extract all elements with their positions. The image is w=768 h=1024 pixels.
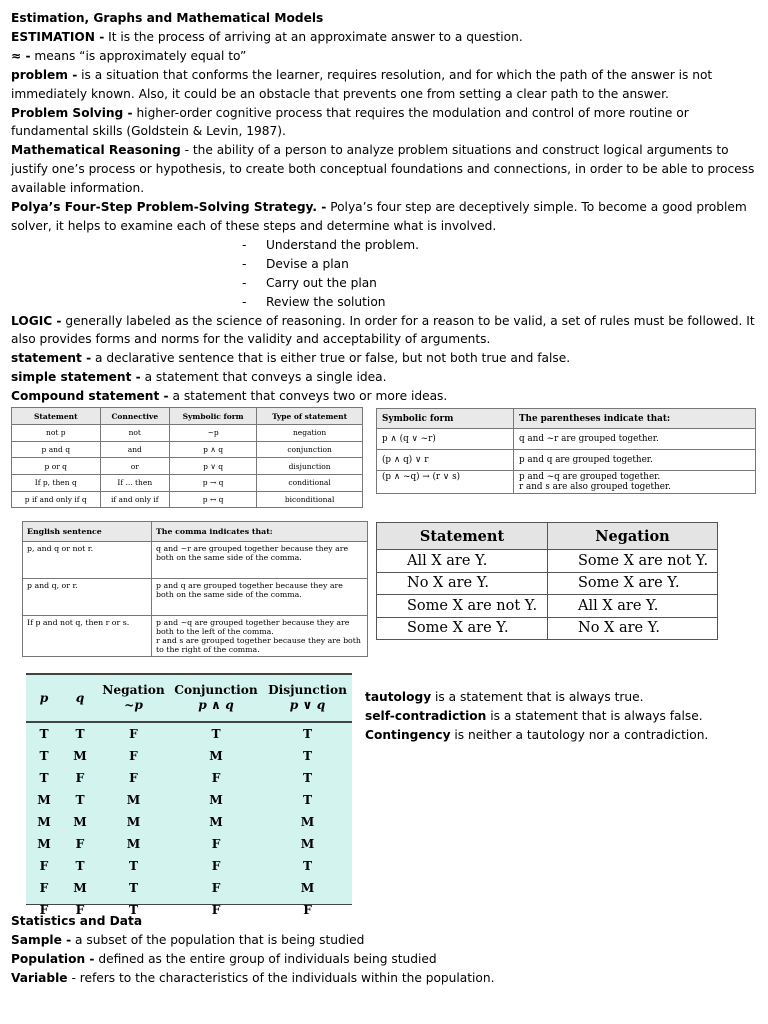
variable-def: Variable - refers to the characteristics of the individuals within the population.	[11, 970, 495, 985]
table-cell: q and ~r are grouped together.	[514, 429, 756, 450]
truth-value-cell: T	[39, 771, 49, 785]
truth-value-cell: F	[211, 837, 221, 851]
truth-table	[26, 673, 352, 917]
table-cell: p and q are grouped together.	[514, 450, 756, 471]
estimation-def: ESTIMATION - It is the process of arriving at an approximate answer to a question.	[11, 29, 523, 44]
math-reasoning-def: Mathematical Reasoning - the ability of a person to analyze problem situations and construct logical arguments to justify one’s process or hypothesis, to create both conceptual foundations and connections, in order to be able to process available information.	[11, 143, 755, 196]
table-cell: q and ~r are grouped together because they are both on the same side of the comma.	[152, 542, 368, 579]
table-cell: All X are Y.	[377, 550, 548, 573]
truth-value-cell: F	[211, 771, 221, 785]
polya-step: - Devise a plan	[11, 255, 761, 274]
table-row	[26, 877, 352, 899]
column-header: p	[26, 675, 62, 722]
table-cell: p → q	[170, 475, 257, 492]
table-cell: or	[100, 458, 170, 475]
table-row	[23, 579, 368, 616]
table-row	[377, 471, 756, 494]
truth-value-cell: F	[39, 859, 49, 873]
truth-value-cell: F	[129, 749, 138, 763]
table-header-row	[377, 409, 756, 429]
table-row	[26, 745, 352, 767]
table-row	[377, 572, 718, 595]
table-cell: No X are Y.	[548, 617, 718, 640]
truth-value-cell: F	[303, 903, 312, 917]
table-row	[377, 429, 756, 450]
table-header-row	[26, 675, 352, 722]
column-header: Statement	[377, 523, 548, 550]
truth-value-cell: F	[129, 727, 138, 741]
table-cell: p ↔ q	[170, 491, 257, 508]
truth-value-cell: M	[209, 815, 223, 829]
column-header: Conjunction p ∧ q	[169, 675, 263, 722]
truth-value-cell: T	[128, 881, 139, 895]
statistics-section	[11, 912, 751, 988]
table-cell: disjunction	[257, 458, 363, 475]
cell-line: r and s are also grouped together.	[519, 482, 671, 492]
table-row	[26, 789, 352, 811]
table-row	[23, 542, 368, 579]
table-cell: No X are Y.	[377, 572, 548, 595]
truth-value-cell: T	[302, 771, 313, 785]
table-cell: (p ∧ ~q) → (r ∨ s)	[377, 471, 514, 494]
table-row	[12, 475, 363, 492]
simple-statement-def: simple statement - a statement that conveys a single idea.	[11, 370, 387, 385]
table-row	[377, 550, 718, 573]
table-row	[26, 767, 352, 789]
problem-def: problem - is a situation that conforms the learner, requires resolution, and for which the path of the answer is not immediately known. Also, it could be an obstacle that prevents one from setting a clear path to the answer.	[11, 67, 713, 101]
table-cell: biconditional	[257, 491, 363, 508]
negation-table	[376, 522, 718, 640]
truth-value-cell: F	[211, 881, 221, 895]
table-cell: conjunction	[257, 441, 363, 458]
approx-def: ≈ - means “is approximately equal to”	[11, 48, 247, 63]
table-row	[12, 425, 363, 442]
truth-value-cell: M	[126, 837, 141, 851]
table-cell: p and q, or r.	[23, 579, 152, 616]
table-cell: negation	[257, 425, 363, 442]
column-header: q	[62, 675, 98, 722]
column-header: Negation	[548, 523, 718, 550]
truth-value-cell: T	[75, 859, 85, 873]
truth-value-cell: M	[300, 881, 315, 895]
table-cell: conditional	[257, 475, 363, 492]
cell-line: p and ~q are grouped together.	[519, 472, 661, 482]
sample-def: Sample - a subset of the population that is being studied	[11, 932, 365, 947]
table-cell	[152, 616, 368, 657]
truth-value-cell: T	[75, 727, 85, 741]
table-cell: p and q	[12, 441, 101, 458]
table-row	[377, 617, 718, 640]
contingency-def: Contingency is neither a tautology nor a contradiction.	[365, 727, 709, 742]
tautology-def: tautology is a statement that is always true.	[365, 690, 644, 704]
column-header: Type of statement	[257, 408, 363, 425]
table-cell	[514, 471, 756, 494]
truth-value-cell: T	[128, 859, 139, 873]
column-header: Symbolic form	[377, 409, 514, 429]
truth-value-cell: F	[39, 881, 49, 895]
section-title: Statistics and Data	[11, 914, 143, 928]
cell-line: p and ~q are grouped together because they are both to the left of the comma.	[156, 618, 350, 636]
truth-value-cell: M	[73, 749, 87, 763]
table-row	[23, 616, 368, 657]
logic-def: LOGIC - generally labeled as the science of reasoning. In order for a reason to be valid, a set of rules must be followed. It also provides forms and norms for the validity and acceptability of arguments.	[11, 313, 755, 347]
truth-value-cell: F	[75, 771, 85, 785]
compound-statement-def: Compound statement - a statement that conveys two or more ideas.	[11, 389, 448, 404]
polya-step: - Understand the problem.	[11, 236, 761, 255]
truth-value-cell: T	[302, 793, 313, 807]
truth-value-cell: T	[211, 727, 221, 741]
truth-value-cell: T	[75, 793, 85, 807]
polya-def: Polya’s Four-Step Problem-Solving Strategy. - Polya’s four step are deceptively simple. To become a good problem solver, it helps to examine each of these steps and determine what is involved.	[11, 200, 747, 233]
polya-step: - Review the solution	[11, 293, 761, 312]
column-header: The comma indicates that:	[152, 522, 368, 542]
page-title: Estimation, Graphs and Mathematical Models	[11, 11, 324, 25]
comma-table	[22, 521, 368, 657]
truth-value-cell: F	[39, 903, 49, 917]
truth-value-cell: F	[75, 903, 85, 917]
table-cell: p or q	[12, 458, 101, 475]
table-row	[12, 441, 363, 458]
truth-value-cell: F	[211, 859, 221, 873]
notes-text	[11, 9, 761, 406]
table-header-row	[23, 522, 368, 542]
table-row	[26, 811, 352, 833]
table-row	[26, 833, 352, 855]
table-cell: If ... then	[100, 475, 170, 492]
table-header-row	[377, 523, 718, 550]
truth-value-cell: T	[302, 859, 313, 873]
truth-value-cell: M	[126, 815, 141, 829]
truth-value-cell: M	[73, 881, 87, 895]
table-cell: All X are Y.	[548, 595, 718, 618]
column-header: Statement	[12, 408, 101, 425]
table-cell: not	[100, 425, 170, 442]
truth-value-cell: M	[37, 837, 51, 851]
table-cell: if and only if	[100, 491, 170, 508]
truth-value-cell: M	[300, 837, 315, 851]
table-row	[26, 855, 352, 877]
table-cell: p if and only if q	[12, 491, 101, 508]
connective-table	[11, 407, 363, 508]
contradiction-def: self-contradiction is a statement that is always false.	[365, 708, 703, 723]
truth-value-cell: M	[300, 815, 315, 829]
column-header: Symbolic form	[170, 408, 257, 425]
truth-value-cell: M	[209, 749, 223, 763]
table-cell: If p and not q, then r or s.	[23, 616, 152, 657]
table-cell: not p	[12, 425, 101, 442]
truth-value-cell: M	[37, 815, 51, 829]
cell-line: r and s are grouped together because they are both to the right of the comma.	[156, 636, 361, 654]
truth-value-cell: M	[209, 793, 223, 807]
table-cell: Some X are Y.	[548, 572, 718, 595]
table-cell: p, and q or not r.	[23, 542, 152, 579]
table-cell: If p, then q	[12, 475, 101, 492]
truth-value-cell: T	[128, 903, 139, 917]
problem-solving-def: Problem Solving - higher-order cognitive process that requires the modulation and control of more routine or fundamental skills (Goldstein & Levin, 1987).	[11, 105, 689, 139]
table-header-row	[12, 408, 363, 425]
truth-value-cell: M	[126, 793, 141, 807]
table-cell: Some X are not Y.	[377, 595, 548, 618]
table-row	[26, 722, 352, 745]
table-cell: p ∧ q	[170, 441, 257, 458]
logic-definitions	[365, 688, 755, 744]
truth-value-cell: T	[302, 727, 313, 741]
truth-value-cell: T	[39, 727, 49, 741]
truth-value-cell: F	[129, 771, 138, 785]
truth-value-cell: F	[75, 837, 85, 851]
statement-def: statement - a declarative sentence that is either true or false, but not both true and false.	[11, 351, 571, 366]
table-row	[377, 450, 756, 471]
table-row	[12, 491, 363, 508]
polya-step: - Carry out the plan	[11, 274, 761, 293]
population-def: Population - defined as the entire group of individuals being studied	[11, 951, 437, 966]
truth-value-cell: M	[73, 815, 87, 829]
truth-value-cell: T	[39, 749, 49, 763]
column-header: Negation ~p	[98, 675, 169, 722]
table-row	[377, 595, 718, 618]
column-header: The parentheses indicate that:	[514, 409, 756, 429]
column-header: Disjunction p ∨ q	[263, 675, 352, 722]
polya-steps	[11, 236, 761, 312]
table-cell: and	[100, 441, 170, 458]
column-header: Connective	[100, 408, 170, 425]
truth-value-cell: F	[211, 903, 221, 917]
table-cell: Some X are not Y.	[548, 550, 718, 573]
table-cell: p ∨ q	[170, 458, 257, 475]
table-cell: ~p	[170, 425, 257, 442]
column-header: English sentence	[23, 522, 152, 542]
table-cell: (p ∧ q) ∨ r	[377, 450, 514, 471]
parentheses-table	[376, 408, 756, 494]
truth-value-cell: M	[37, 793, 51, 807]
truth-value-cell: T	[302, 749, 313, 763]
table-cell: p and q are grouped together because they are both on the same side of the comma.	[152, 579, 368, 616]
table-row	[12, 458, 363, 475]
table-cell: p ∧ (q ∨ ~r)	[377, 429, 514, 450]
table-cell: Some X are Y.	[377, 617, 548, 640]
